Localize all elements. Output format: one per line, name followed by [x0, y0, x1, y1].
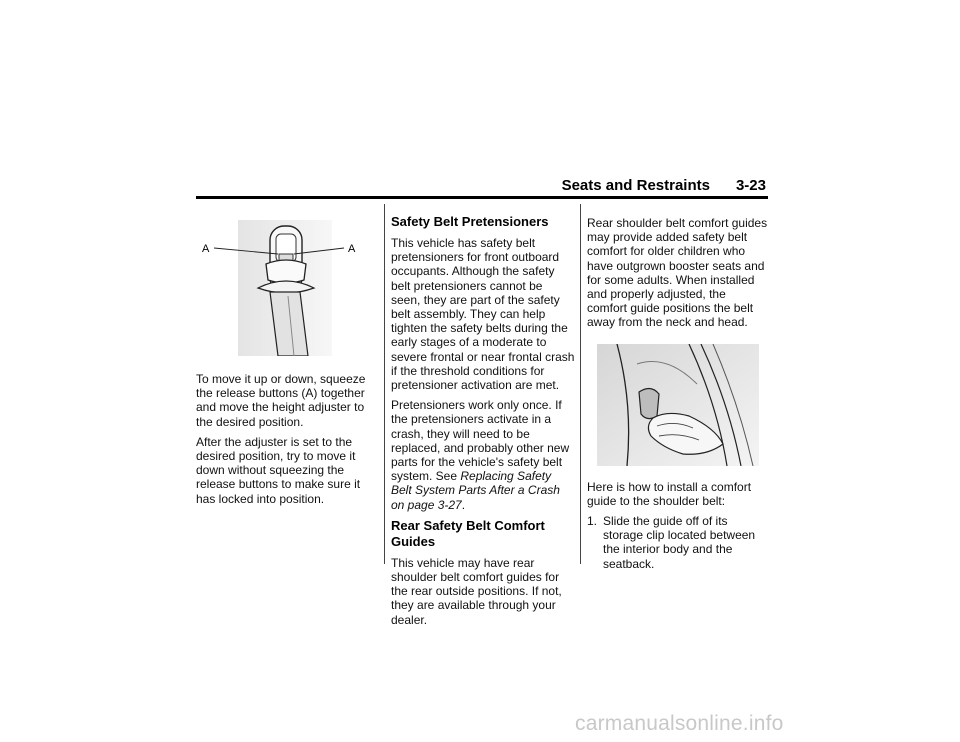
paragraph: Rear shoulder belt comfort guides may provide added safety belt comfort for older children who have outgrown booster seats and for some adults. When installed and properly adjusted, the comfort guide positions the belt away from the neck and head. [587, 216, 768, 330]
column-left [196, 220, 378, 512]
paragraph-end: . [461, 497, 466, 512]
heading-rear-comfort-guides: Rear Safety Belt Comfort Guides [391, 517, 545, 549]
paragraph: This vehicle has safety belt pretensioners for front outboard occupants. Although the safety belt pretensioners cannot be seen, they are part of the safety belt assembly. They can help tighten the safety belts during the early stages of a moderate to severe frontal or near frontal crash if the threshold conditions for pretensioner activation are met. [391, 236, 575, 393]
column-divider [384, 204, 385, 564]
column-right [587, 216, 769, 571]
list-text: Slide the guide off of its storage clip located between the interior body and the seatback. [603, 514, 756, 571]
heading-safety-belt-pretensioners: Safety Belt Pretensioners [391, 214, 549, 229]
header-rule [196, 196, 768, 199]
height-adjuster-illustration [196, 220, 378, 356]
cross-reference-link[interactable]: Replacing Safety Belt System Parts After a Crash on page 3-27 [391, 469, 560, 512]
callout-label-a-left: A [202, 243, 210, 255]
section-title: Seats and Restraints [561, 176, 710, 194]
callout-label-a-right: A [348, 243, 356, 255]
paragraph-text: Pretensioners work only once. If the pretensioners activate in a crash, they will need to be replaced, and probably other new parts for the vehicle's safety belt system. See [391, 398, 570, 484]
paragraph: Here is how to install a comfort guide to the shoulder belt: [587, 479, 752, 508]
paragraph: This vehicle may have rear shoulder belt comfort guides for the rear outside positions. If not, they are available through your dealer. [391, 555, 562, 627]
page-number: 3-23 [735, 176, 766, 194]
watermark: carmanualsonline.info [575, 712, 784, 735]
paragraph: After the adjuster is set to the desired position, try to move it down without squeezing the release buttons to make sure it has locked into position. [196, 434, 361, 506]
paragraph: To move it up or down, squeeze the release buttons (A) together and move the height adjuster to the desired position. [196, 372, 366, 429]
paragraph-pretensioners-once [391, 398, 575, 512]
list-item-step-1 [587, 514, 769, 571]
column-middle [391, 214, 575, 633]
list-number: 1. [587, 514, 598, 529]
page-header [0, 174, 766, 196]
comfort-guide-illustration [597, 344, 759, 466]
column-divider [580, 204, 581, 564]
